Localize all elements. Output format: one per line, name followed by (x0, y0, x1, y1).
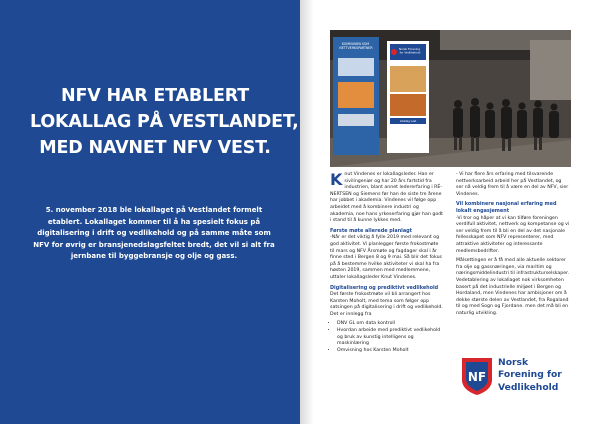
article-column-2 (456, 172, 570, 320)
subheading: Digitalisering og prediktivt vedlikehold (330, 284, 439, 291)
headline (30, 83, 299, 161)
paragraph: - Vi har flere års erfaring med tilsvarende nettverksarbeid arbeid her på Vestlandet, og ser nå veldig frem til å være en del av NFV, sier Vindenes. (456, 172, 569, 197)
paragraph: Målsettingen er å få med alle aktuelle sektorer fra olje og gassnæringen, via maritim og næringsmiddelindustri til infrastrukturselskaper. Vedetablering av lokallaget nok virksomheten basert på det industrielle miljøet i Bergen og Hordaland, men Vindenes har ambisjoner om å dekke største delen av Vestlandet, fra Rogaland til og med Sogn og Fjordane. men det må bli en naturlig utvikling. (456, 258, 570, 316)
nfv-logo-icon (460, 356, 494, 396)
paragraph: -Når er det viktig å fylle 2019 med relevant og god aktivitet. Vi planlegger første frokostmøte til mars og NFV Årsmøte og fagdager skal i år finne sted i Bergen 8 og 9 mai. Så blir det fokus på å bestemme hvilke aktiviteter vi skal ha fra høsten 2019, sammen med medlemmene, uttaler lokallagsleder Knut Vindenes. (330, 235, 442, 280)
list-item: • Omvisning hos Karsten Moholt (337, 348, 444, 355)
subheading: Vil kombinere nasjonal erfaring med lokalt engasjement (456, 201, 557, 214)
logo-mark-text: NF (467, 370, 487, 384)
logo-wordmark (498, 357, 562, 394)
lead-paragraph: 5. november 2018 ble lokallaget på Vestlandet formelt etablert. Lokallaget kommer til å ha spesielt fokus på digitalisering i drift og vedlikehold og på samme måte som NFV for øvrig er bransjenedslagsfeltet bredt, det vil si alt fra jernbane til byggebransje og olje og gass. (33, 206, 275, 261)
intro-text: nut Vindenes er lokallagsleder. Han er sivilingeniør og har 20 års fartstid fra industrien, blant annet ledererfaring i RÉ-NERTSEN og Siemens før han de siste tre årene har jobbet i akademia. Vindenes vil følge opp arbeidet med å kombinere industri og akademia, noe hans yrkeserfaring gjør han godt i stand til å kunne lykkes med. (330, 172, 444, 224)
headline-line: NFV HAR ETABLERT (61, 86, 249, 106)
article-photo (330, 30, 571, 167)
headline-line: LOKALLAG PÅ VESTLANDET, (30, 112, 299, 132)
drop-cap: K (330, 170, 343, 189)
logo-line: Forening for (498, 369, 562, 381)
bullet-list (330, 321, 444, 354)
photo-illustration (330, 30, 571, 167)
paragraph: -Vi tror og håper at vi kan tilføre foreningen verdifull aktivitet, nettverk og kompetanse og vi ser veldig frem til å bli en del av det nasjonale fellesskapet som NFV representerer, med attraktive aktiviteter og interessante medlemsbedrifter. (456, 215, 570, 254)
banner-right-text: Norsk Forening for Vedlikehold (399, 47, 421, 55)
intro-paragraph (330, 172, 444, 225)
banner-right-subtitle: lokallag vest (399, 120, 417, 124)
nfv-logo (460, 355, 570, 397)
logo-line: Vedlikehold (498, 381, 559, 393)
list-item: • Hvordan arbeide med prediktivt vedlikehold og bruk av kunstig intelligens og maskinlæring (337, 328, 444, 348)
banner-left-text: KOMMUNEN SOM NETTVERKSPARTNER (339, 42, 373, 50)
logo-line: Norsk (498, 357, 529, 368)
list-item: • DNV GL om data kontroll (337, 321, 444, 328)
subheading: Første møte allerede planlagt (330, 227, 412, 234)
headline-line: MED NAVNET NFV VEST. (39, 138, 271, 158)
paragraph: Det første frokostmøte vil bli arrangert hos Karsten Moholt, med tema som følger opp satsingen på digitalisering i drift og vedlikehold. Det er innlegg fra (330, 292, 443, 317)
page-fold (300, 0, 314, 424)
article-column-1 (330, 172, 444, 354)
